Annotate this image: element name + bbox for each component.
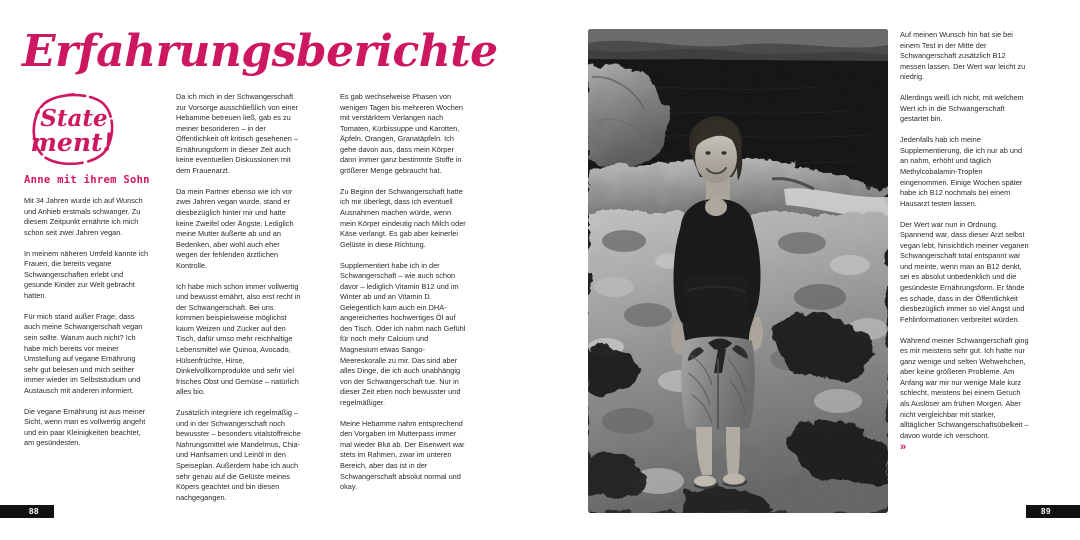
paragraph: Meine Hebamme nahm entsprechend den Vorgaben im Mutterpass immer mal wieder Blut ab. Der Eisenwert war stets im Rahmen, zwar im unteren Bereich, aber das ist in der Schwangerschaft absolut normal und okay. [340, 418, 465, 492]
paragraph: Jedenfalls hab ich meine Supplementierung, die ich nur ab und an nahm, erhöht und täglich Methylcobalamin-Tropfen eingenommen. Einige Wochen später habe ich B12 nochmals bei einem Hausarzt testen lassen. [900, 135, 1023, 208]
left-column-1 [24, 196, 150, 449]
statement-stamp [24, 88, 120, 168]
end-mark: » [900, 441, 906, 454]
paragraph: Allerdings weiß ich nicht, mit welchem Wert ich in die Schwangerschaft gestartet bin. [900, 93, 1024, 124]
folio-right: 89 [1026, 505, 1080, 518]
paragraph: Für mich stand außer Frage, dass auch meine Schwangerschaft vegan sein sollte. Warum auch nicht? Ich habe mich bereits vor meiner Umstellung auf vegane Ernährung sehr gut belesen und mich seither immer wieder im Selbststudium und Austausch mit anderen informiert. [24, 311, 143, 395]
folio-left: 88 [0, 505, 54, 518]
paragraph: Ich habe mich schon immer vollwertig und bewusst ernährt, also erst recht in der Schwangerschaft. Bei uns kommen beispielsweise möglichst kaum Weizen und Zucker auf den Tisch, dafür umso mehr reichhaltige Lebensmittel wie Quinoa, Avocado, Hülsenfrüchte, Hirse, Dinkelvollkornprodukte und sehr viel frisches Obst und Gemüse – natürlich alles bio. [176, 281, 301, 397]
right-column-1 [900, 30, 1030, 453]
paragraph: Zu Beginn der Schwangerschaft hatte ich mir überlegt, dass ich eventuell Ausnahmen machen würde, wenn mein Körper eindeutig nach Milch oder Käse verlangt. Es gab aber keinerlei Gelüste in diese Richtung. [340, 186, 466, 249]
stamp-line-1: State [40, 105, 108, 132]
paragraph: Supplementiert habe ich in der Schwangerschaft – wie auch schon davor – lediglich Vitamin B12 und im Winter ab und an Vitamin D. Gelegentlich kam auch ein DHA-angereichertes hochwertiges Öl auf den Tisch. Oder ich nahm nach Gefühl für noch mehr Calcium und Magnesium etwas Sango-Meereskoralle zu mir. Das sind aber alles Dinge, die ich auch unabhängig von der Schwangerschaft tue. Nur in dieser Zeit eben noch bewusster und regelmäßiger. [340, 260, 466, 407]
stamp-line-2: ment! [30, 128, 114, 157]
paragraph: Da mein Partner ebenso wie ich vor zwei Jahren vegan wurde, stand er diesbezüglich hinter mir und hatte keine Zweifel oder Ängste. Lediglich meine Mutter äußerte ab und an Bedenken, aber wohl auch eher wegen der fehlenden ärztlichen Kontrolle. [176, 186, 294, 270]
left-column-3 [340, 92, 468, 493]
paragraph: Der Wert war nun in Ordnung. Spannend war, dass dieser Arzt selbst vegan lebt, hinsichtlich meiner veganen Schwangerschaft total entspannt war und meinte, wenn man an B12 denkt, sei es absolut unbedenklich und die gesündeste Ernährungsform. Er fände es schade, dass in der Öffentlichkeit diesbezüglich immer so viel Angst und Fehlinformationen verbreitet würden. [900, 219, 1029, 324]
left-column-2 [176, 92, 302, 503]
paragraph: Die vegane Ernährung ist aus meiner Sicht, wenn man es vollwertig angeht und ein paar Kleinigkeiten beachtet, am gesündesten. [24, 406, 146, 448]
paragraph: Zusätzlich integriere ich regelmäßig – und in der Schwangerschaft noch bewusster – besonders vitalstoffreiche Nahrungsmittel wie Mandelmus, Chia- und Hanfsamen und Leinöl in den Speiseplan. Außerdem habe ich auch sehr genau auf die Gelüste meines Köpers geachtet und bin diesen nachgegangen. [176, 408, 301, 502]
article-photo [588, 29, 888, 513]
paragraph [900, 336, 1030, 453]
paragraph: Auf meinen Wunsch hin hat sie bei einem Test in der Mitte der Schwangerschaft zusätzlich B12 messen lassen. Der Wert war leicht zu niedrig. [900, 30, 1026, 82]
paragraph-text: Während meiner Schwangerschaft ging es mir meistens sehr gut. Ich hatte nur ganz wenige und selten Wehwehchen, aber keine größeren Probleme. Am Anfang war mir nur wenige Male kurz schlecht, meistens bei einem Geruch als Auslöser am frühen Morgen. Aber nicht vergleichbar mit starker, alltäglicher Schwangerschaftsübelkeit – davon wurde ich verschont. [900, 335, 1029, 440]
paragraph: Da ich mich in der Schwangerschaft zur Vorsorge ausschließlich von einer Hebamme betreuen ließ, gab es zu meiner besonderen – in der Öffentlichkeit oft kritisch gesehenen – Ernährungsform in dieser Zeit auch keine eventuellen Diskussionen mit dem Frauenarzt. [176, 92, 299, 175]
page-title: Erfahrungsberichte [22, 26, 498, 77]
paragraph: Mit 34 Jahren wurde ich auf Wunsch und Anhieb erstmals schwanger. Zu diesem Zeitpunkt ernährte ich mich schon seit zwei Jahren vegan. [24, 196, 143, 237]
article-byline: Anne mit ihrem Sohn [24, 174, 150, 186]
paragraph: Es gab wechselweise Phasen von wenigen Tagen bis mehreren Wochen mit verstärktem Verlangen nach Tomaten, Kürbissuppe und Karotten, Äpfeln, Orangen, Granatäpfeln. Ich gehe davon aus, dass mein Körper dann immer ganz bestimmte Stoffe in größerer Menge gebraucht hat. [340, 92, 464, 175]
paragraph: In meinem näheren Umfeld kannte ich Frauen, die bereits vegane Schwangerschaften erlebt und gesunde Kinder zur Welt gebracht hatten. [24, 248, 149, 300]
